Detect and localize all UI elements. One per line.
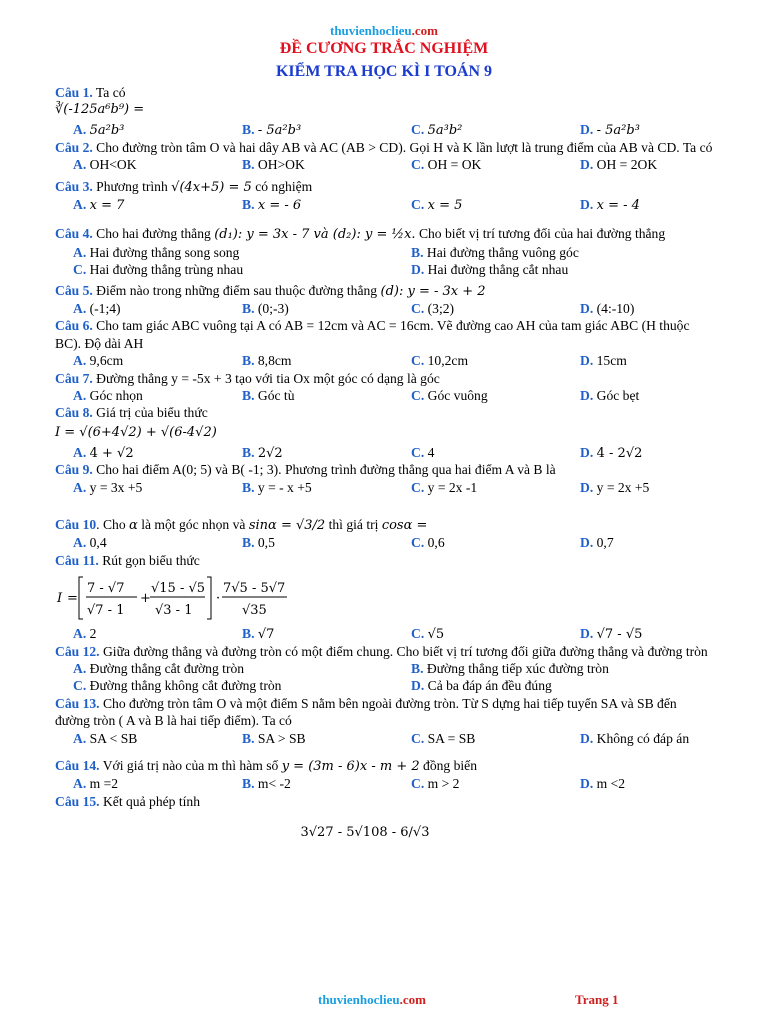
q10-option-b: 0,5 [257, 535, 275, 551]
site-header [0, 23, 768, 39]
q5-option-b: (0;-3) [257, 300, 289, 316]
q2-option-b: OH>OK [257, 157, 305, 173]
question-7: Câu 7. Đường thẳng y = -5x + 3 tạo với tia Ox một góc có dạng là góc [55, 370, 440, 386]
q4-options-row1: A. Hai đường thẳng song song B. Hai đường thẳng vuông góc [73, 244, 579, 260]
q13-option-b: SA > SB [257, 730, 306, 746]
q13-option-a: SA < SB [89, 730, 138, 746]
footer-site: thuvienhoclieu.com [318, 992, 426, 1007]
q10-option-c: 0,6 [427, 535, 445, 551]
q1-expression: ∛(-125a⁶b⁹) = [55, 102, 145, 118]
q11-expression [55, 569, 715, 625]
q11-formula [55, 569, 355, 625]
svg-text:√35: √35 [242, 603, 267, 619]
question-1: Câu 1. Ta có [55, 85, 126, 100]
question-10: Câu 10. Cho α là một góc nhọn và sinα = √3/2 thì giá trị cosα = [55, 516, 428, 533]
q9-option-d: y = 2x +5 [596, 479, 650, 495]
q1-option-d: - 5a²b³ [596, 123, 640, 139]
question-5: Câu 5. Điểm nào trong những điểm sau thuộc đường thẳng (d): y = - 3x + 2 [55, 282, 486, 299]
q6-options: A. 9,6cm B. 8,8cm C. 10,2cm D. 15cm [73, 353, 627, 369]
q5-option-a: (-1;4) [89, 300, 121, 316]
site-domain: .com [411, 23, 438, 38]
q10-option-a: 0,4 [89, 535, 107, 551]
question-list [55, 84, 715, 842]
svg-text:7√5 - 5√7: 7√5 - 5√7 [223, 581, 286, 597]
q2-options: A. OH<OK B. OH>OK C. OH = OK D. OH = 2OK [73, 157, 658, 173]
question-3: Câu 3. Phương trình √(4x+5) = 5 có nghiệm [55, 178, 313, 195]
q10-options: A. 0,4 B. 0,5 C. 0,6 D. 0,7 [73, 535, 614, 551]
q11-option-a: 2 [89, 626, 97, 642]
q9-option-c: y = 2x -1 [427, 479, 478, 495]
q6-option-d: 15cm [596, 353, 627, 369]
q14-expression: y = (3m - 6)x - m + 2 [281, 758, 420, 774]
q9-option-b: y = - x +5 [257, 479, 312, 495]
q8-expression: I = √(6+4√2) + √(6-4√2) [55, 424, 217, 440]
question-6: Câu 6. Cho tam giác ABC vuông tại A có AB = 12cm và AC = 16cm. Vẽ đường cao AH của tam giác ABC (H thuộc BC). Độ dài AH [55, 318, 690, 351]
q15-expression: 3√27 - 5√108 - 6/√3 [300, 825, 430, 841]
q14-option-c: m > 2 [427, 776, 460, 792]
svg-text:√15 - √5: √15 - √5 [151, 581, 206, 597]
q5-expression: (d): y = - 3x + 2 [380, 283, 486, 299]
q12-option-c: Đường thẳng không cắt đường tròn [89, 678, 282, 694]
doc-subtitle: KIỂM TRA HỌC KÌ I TOÁN 9 [275, 63, 493, 80]
q3-option-c: x = 5 [427, 198, 463, 213]
q12-options-row1: A. Đường thẳng cắt đường tròn B. Đường thẳng tiếp xúc đường tròn [73, 660, 609, 676]
question-11: Câu 11. Rút gọn biểu thức [55, 552, 200, 568]
q13-option-c: SA = SB [427, 730, 476, 746]
q12-option-d: Cả ba đáp án đều đúng [427, 678, 552, 694]
q6-option-a: 9,6cm [89, 353, 124, 369]
q14-option-b: m< -2 [257, 776, 291, 792]
q11-option-d: √7 - √5 [596, 627, 643, 643]
q7-option-a: Góc nhọn [89, 387, 143, 403]
q3-options: A. x = 7 B. x = - 6 C. x = 5 D. x = - 4 [73, 197, 640, 213]
q5-options: A. (-1;4) B. (0;-3) C. (3;2) D. (4:-10) [73, 300, 635, 316]
q6-option-c: 10,2cm [427, 353, 469, 369]
q13-options: A. SA < SB B. SA > SB C. SA = SB D. Không có đáp án [73, 730, 690, 746]
question-12: Câu 12. Giữa đường thẳng và đường tròn có một điểm chung. Cho biết vị trí tương đối giữa đường thẳng và đường tròn [55, 643, 708, 659]
svg-text:+: + [140, 591, 151, 607]
q8-option-b: 2√2 [257, 445, 283, 461]
q12-option-a: Đường thẳng cắt đường tròn [89, 660, 245, 676]
doc-title: ĐỀ CƯƠNG TRẮC NGHIỆM [279, 40, 489, 57]
q7-options: A. Góc nhọn B. Góc tù C. Góc vuông D. Góc bẹt [73, 387, 640, 403]
svg-text:√3 - 1: √3 - 1 [155, 603, 193, 619]
q1-options: A. 5a²b³ B. - 5a²b³ C. 5a³b² D. - 5a²b³ [73, 122, 640, 139]
svg-text:√7 - 1: √7 - 1 [87, 603, 125, 619]
q1-option-c: 5a³b² [427, 123, 463, 139]
q11-options: A. 2 B. √7 C. √5 D. √7 - √5 [73, 626, 643, 643]
q3-expression: √(4x+5) = 5 [171, 179, 252, 195]
q4-options-row2: C. Hai đường thẳng trùng nhau D. Hai đường thẳng cắt nhau [73, 262, 569, 278]
question-4: Câu 4. Cho hai đường thẳng (d₁): y = 3x - 7 và (d₂): y = ½x. Cho biết vị trí tương đối của hai đường thẳng [55, 226, 666, 243]
q3-option-d: x = - 4 [596, 198, 640, 213]
q14-option-a: m =2 [89, 776, 119, 792]
q9-options: A. y = 3x +5 B. y = - x +5 C. y = 2x -1 D. y = 2x +5 [73, 479, 650, 495]
q14-option-d: m <2 [596, 776, 626, 792]
q4-expression: (d₁): y = 3x - 7 và (d₂): y = ½x. [214, 227, 416, 243]
page-number: Trang 1 [575, 992, 619, 1007]
svg-text:I: I [57, 591, 63, 607]
q4-option-d: Hai đường thẳng cắt nhau [427, 262, 569, 278]
q2-option-a: OH<OK [89, 157, 137, 173]
question-13: Câu 13. Cho đường tròn tâm O và một điểm S nằm bên ngoài đường tròn. Từ S dựng hai tiếp tuyến SA và SB đến đường tròn ( A và B là hai tiếp điểm). Ta có [55, 695, 677, 729]
q8-options: A. 4 + √2 B. 2√2 C. 4 D. 4 - 2√2 [73, 444, 643, 461]
question-8: Câu 8. Giá trị của biểu thức [55, 405, 208, 421]
q8-option-d: 4 - 2√2 [596, 445, 643, 461]
q10-expression: sinα = √3/2 [248, 517, 326, 533]
q5-option-c: (3;2) [427, 300, 455, 316]
site-name: thuvienhoclieu [330, 23, 412, 38]
q2-option-c: OH = OK [427, 157, 482, 173]
q4-option-b: Hai đường thẳng vuông góc [426, 244, 579, 260]
svg-text:7 - √7: 7 - √7 [87, 581, 125, 597]
question-9: Câu 9. Cho hai điểm A(0; 5) và B( -1; 3). Phương trình đường thẳng qua hai điểm A và B là [55, 462, 556, 478]
question-15: Câu 15. Kết quả phép tính [55, 793, 200, 809]
question-14: Câu 14. Với giá trị nào của m thì hàm số y = (3m - 6)x - m + 2 đồng biến [55, 757, 478, 774]
q7-option-b: Góc tù [257, 387, 295, 403]
q5-option-d: (4:-10) [596, 300, 635, 316]
q8-option-a: 4 + √2 [89, 445, 134, 461]
q8-option-c: 4 [427, 444, 435, 460]
q11-option-c: √5 [427, 627, 445, 643]
q12-option-b: Đường thẳng tiếp xúc đường tròn [426, 660, 609, 676]
q13-option-d: Không có đáp án [596, 730, 690, 746]
q3-option-b: x = - 6 [257, 198, 302, 213]
q1-option-a: 5a²b³ [89, 123, 125, 139]
q9-option-a: y = 3x +5 [89, 479, 143, 495]
q4-option-c: Hai đường thẳng trùng nhau [89, 262, 244, 278]
q7-option-c: Góc vuông [427, 387, 488, 403]
q6-option-b: 8,8cm [257, 353, 292, 369]
q2-option-d: OH = 2OK [596, 157, 658, 173]
svg-text:=: = [67, 591, 78, 607]
q12-options-row2: C. Đường thẳng không cắt đường tròn D. Cả ba đáp án đều đúng [73, 678, 552, 694]
svg-text:·: · [216, 591, 221, 607]
q10-option-d: 0,7 [596, 535, 614, 551]
question-2: Câu 2. Cho đường tròn tâm O và hai dây AB và AC (AB > CD). Gọi H và K lần lượt là trung điểm của AB và CD. Ta có [55, 139, 713, 155]
q4-option-a: Hai đường thẳng song song [89, 244, 240, 260]
q3-option-a: x = 7 [89, 198, 125, 213]
q1-option-b: - 5a²b³ [257, 123, 302, 139]
q14-options: A. m =2 B. m< -2 C. m > 2 D. m <2 [73, 776, 626, 792]
q7-option-d: Góc bẹt [596, 387, 640, 403]
q11-option-b: √7 [257, 627, 275, 643]
